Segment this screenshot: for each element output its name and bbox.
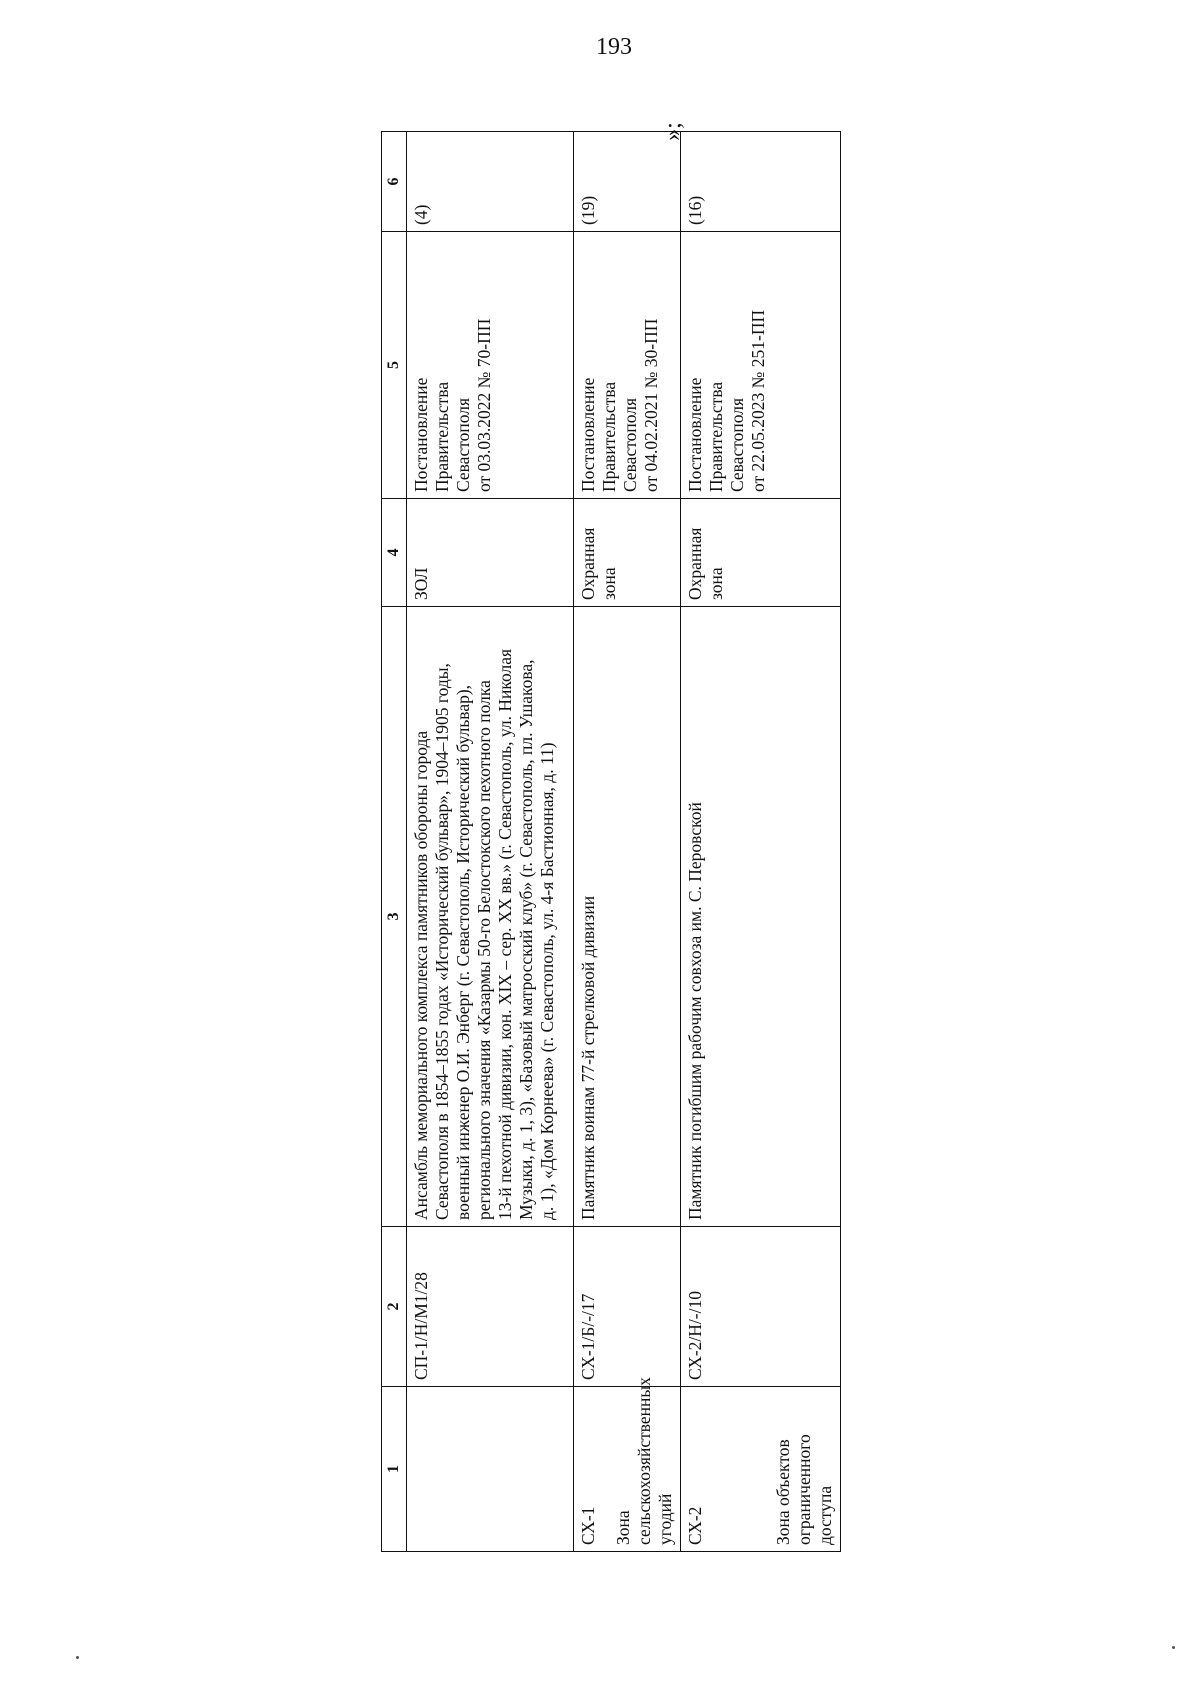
resolution-line: Постановление bbox=[411, 377, 431, 492]
resolution-line: Севастополя bbox=[726, 397, 747, 492]
description-line: военный инженер О.И. Энберг (г. Севастополь, Исторический бульвар), bbox=[453, 684, 473, 1220]
column-header: 6 bbox=[382, 132, 407, 232]
protection-zone-cell: ЗОЛ bbox=[407, 499, 574, 607]
description-line: Севастополя в 1854–1855 годах «Исторический бульвар», 1904–1905 годы, bbox=[432, 663, 452, 1220]
resolution-cell bbox=[407, 232, 574, 499]
table-header-row bbox=[382, 132, 407, 1552]
resolution-line: Правительства bbox=[432, 381, 452, 492]
object-id-cell: СХ-1/Б/-/17 bbox=[573, 1227, 680, 1387]
zone-name: Зона объектов ограниченного доступа bbox=[773, 1434, 835, 1545]
object-id-cell: СХ-2/Н/-/10 bbox=[680, 1227, 840, 1387]
table-row bbox=[573, 132, 680, 1552]
resolution-cell bbox=[680, 232, 840, 499]
reference-cell: (4) bbox=[407, 132, 574, 232]
zone-code: СХ-2 bbox=[684, 1506, 705, 1545]
reference-cell: (19) bbox=[573, 132, 680, 232]
table-row bbox=[407, 132, 574, 1552]
protection-zone-cell: Охранная зона bbox=[573, 499, 680, 607]
resolution-line: от 03.03.2022 № 70-ПП bbox=[474, 318, 494, 492]
resolution-line: Постановление bbox=[684, 377, 705, 492]
table-row bbox=[680, 132, 840, 1552]
resolution-line: Постановление bbox=[577, 377, 598, 492]
object-description-cell bbox=[680, 607, 840, 1227]
resolution-line: от 04.02.2021 № 30-ПП bbox=[640, 318, 661, 492]
zone-code: СХ-1 bbox=[577, 1506, 598, 1545]
column-header: 5 bbox=[382, 232, 407, 499]
description-line: Памятник воинам 77-й стрелковой дивизии bbox=[577, 895, 598, 1220]
resolution-line: от 22.05.2023 № 251-ПП bbox=[747, 309, 768, 492]
zones-table bbox=[381, 131, 841, 1552]
column-header: 1 bbox=[382, 1387, 407, 1552]
resolution-line: Севастополя bbox=[453, 397, 473, 492]
zone-cell bbox=[573, 1377, 680, 1552]
page-number: 193 bbox=[596, 34, 632, 60]
resolution-line: Правительства bbox=[598, 381, 619, 492]
object-description-cell bbox=[573, 607, 680, 1227]
description-line: Памятник погибшим рабочим совхоза им. С. Перовской bbox=[684, 802, 705, 1220]
object-id-cell: СП-1/Н/М1/28 bbox=[407, 1227, 574, 1387]
zone-cell bbox=[680, 1387, 840, 1552]
column-header: 2 bbox=[382, 1227, 407, 1387]
reference-cell: (16) bbox=[680, 132, 840, 232]
rotated-table-container bbox=[381, 132, 841, 1552]
column-header: 4 bbox=[382, 499, 407, 607]
column-header: 3 bbox=[382, 607, 407, 1227]
resolution-cell bbox=[573, 232, 680, 499]
description-line: регионального значения «Казармы 50-го Белостокского пехотного полка bbox=[474, 680, 494, 1220]
zone-cell bbox=[407, 1387, 574, 1552]
object-description-cell bbox=[407, 607, 574, 1227]
description-line: Ансамбль мемориального комплекса памятников обороны города bbox=[411, 730, 431, 1220]
zone-name: Зона сельскохозяйственных угодий bbox=[612, 1377, 675, 1545]
description-line: 13-й пехотной дивизии, кон. XIX – сер. XX вв.» (г. Севастополь, ул. Николая bbox=[495, 648, 515, 1220]
description-line: д. 1), «Дом Корнеева» (г. Севастополь, ул. 4-я Бастионная, д. 11) bbox=[537, 742, 557, 1220]
resolution-line: Правительства bbox=[705, 381, 726, 492]
protection-zone-cell: Охранная зона bbox=[680, 499, 840, 607]
closing-quote-mark: »; bbox=[659, 122, 686, 141]
scan-speck bbox=[76, 1656, 79, 1659]
scan-speck bbox=[1172, 1646, 1175, 1649]
description-line: Музыки, д. 1, 3), «Базовый матросский клуб» (г. Севастополь, пл. Ушакова, bbox=[516, 659, 536, 1220]
resolution-line: Севастополя bbox=[619, 397, 640, 492]
